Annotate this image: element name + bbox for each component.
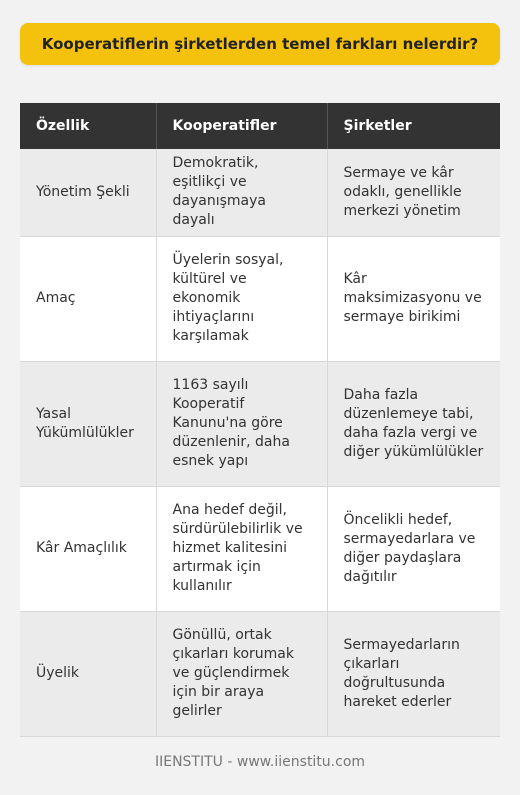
cell-companies: Kâr maksimizasyonu ve sermaye birikimi [327, 236, 500, 361]
cell-cooperatives: Üyelerin sosyal, kültürel ve ekonomik ihtiyaçlarını karşılamak [156, 236, 327, 361]
table-header-row [20, 103, 500, 149]
cell-cooperatives: Ana hedef değil, sürdürülebilirlik ve hizmet kalitesini artırmak için kullanılır [156, 486, 327, 611]
table-row [20, 486, 500, 611]
page-title: Kooperatiflerin şirketlerden temel farkları nelerdir? [41, 35, 479, 53]
cell-companies: Sermayedarların çıkarları doğrultusunda hareket ederler [327, 611, 500, 736]
cell-cooperatives: Gönüllü, ortak çıkarları korumak ve güçlendirmek için bir araya gelirler [156, 611, 327, 736]
cell-companies: Sermaye ve kâr odaklı, genellikle merkezi yönetim [327, 149, 500, 236]
cell-feature: Kâr Amaçlılık [20, 486, 156, 611]
header-feature: Özellik [20, 103, 156, 149]
cell-feature: Yönetim Şekli [20, 149, 156, 236]
header-companies: Şirketler [327, 103, 500, 149]
table-row [20, 361, 500, 486]
comparison-table [20, 103, 500, 737]
cell-companies: Öncelikli hedef, sermayedarlara ve diğer paydaşlara dağıtılır [327, 486, 500, 611]
table-row [20, 236, 500, 361]
title-banner [20, 23, 500, 65]
cell-cooperatives: Demokratik, eşitlikçi ve dayanışmaya dayalı [156, 149, 327, 236]
cell-feature: Yasal Yükümlülükler [20, 361, 156, 486]
cell-feature: Amaç [20, 236, 156, 361]
cell-feature: Üyelik [20, 611, 156, 736]
footer-credit: IIENSTITU - www.iienstitu.com [154, 754, 366, 770]
table-row [20, 149, 500, 236]
cell-companies: Daha fazla düzenlemeye tabi, daha fazla vergi ve diğer yükümlülükler [327, 361, 500, 486]
cell-cooperatives: 1163 sayılı Kooperatif Kanunu'na göre düzenlenir, daha esnek yapı [156, 361, 327, 486]
header-cooperatives: Kooperatifler [156, 103, 327, 149]
table-row [20, 611, 500, 736]
